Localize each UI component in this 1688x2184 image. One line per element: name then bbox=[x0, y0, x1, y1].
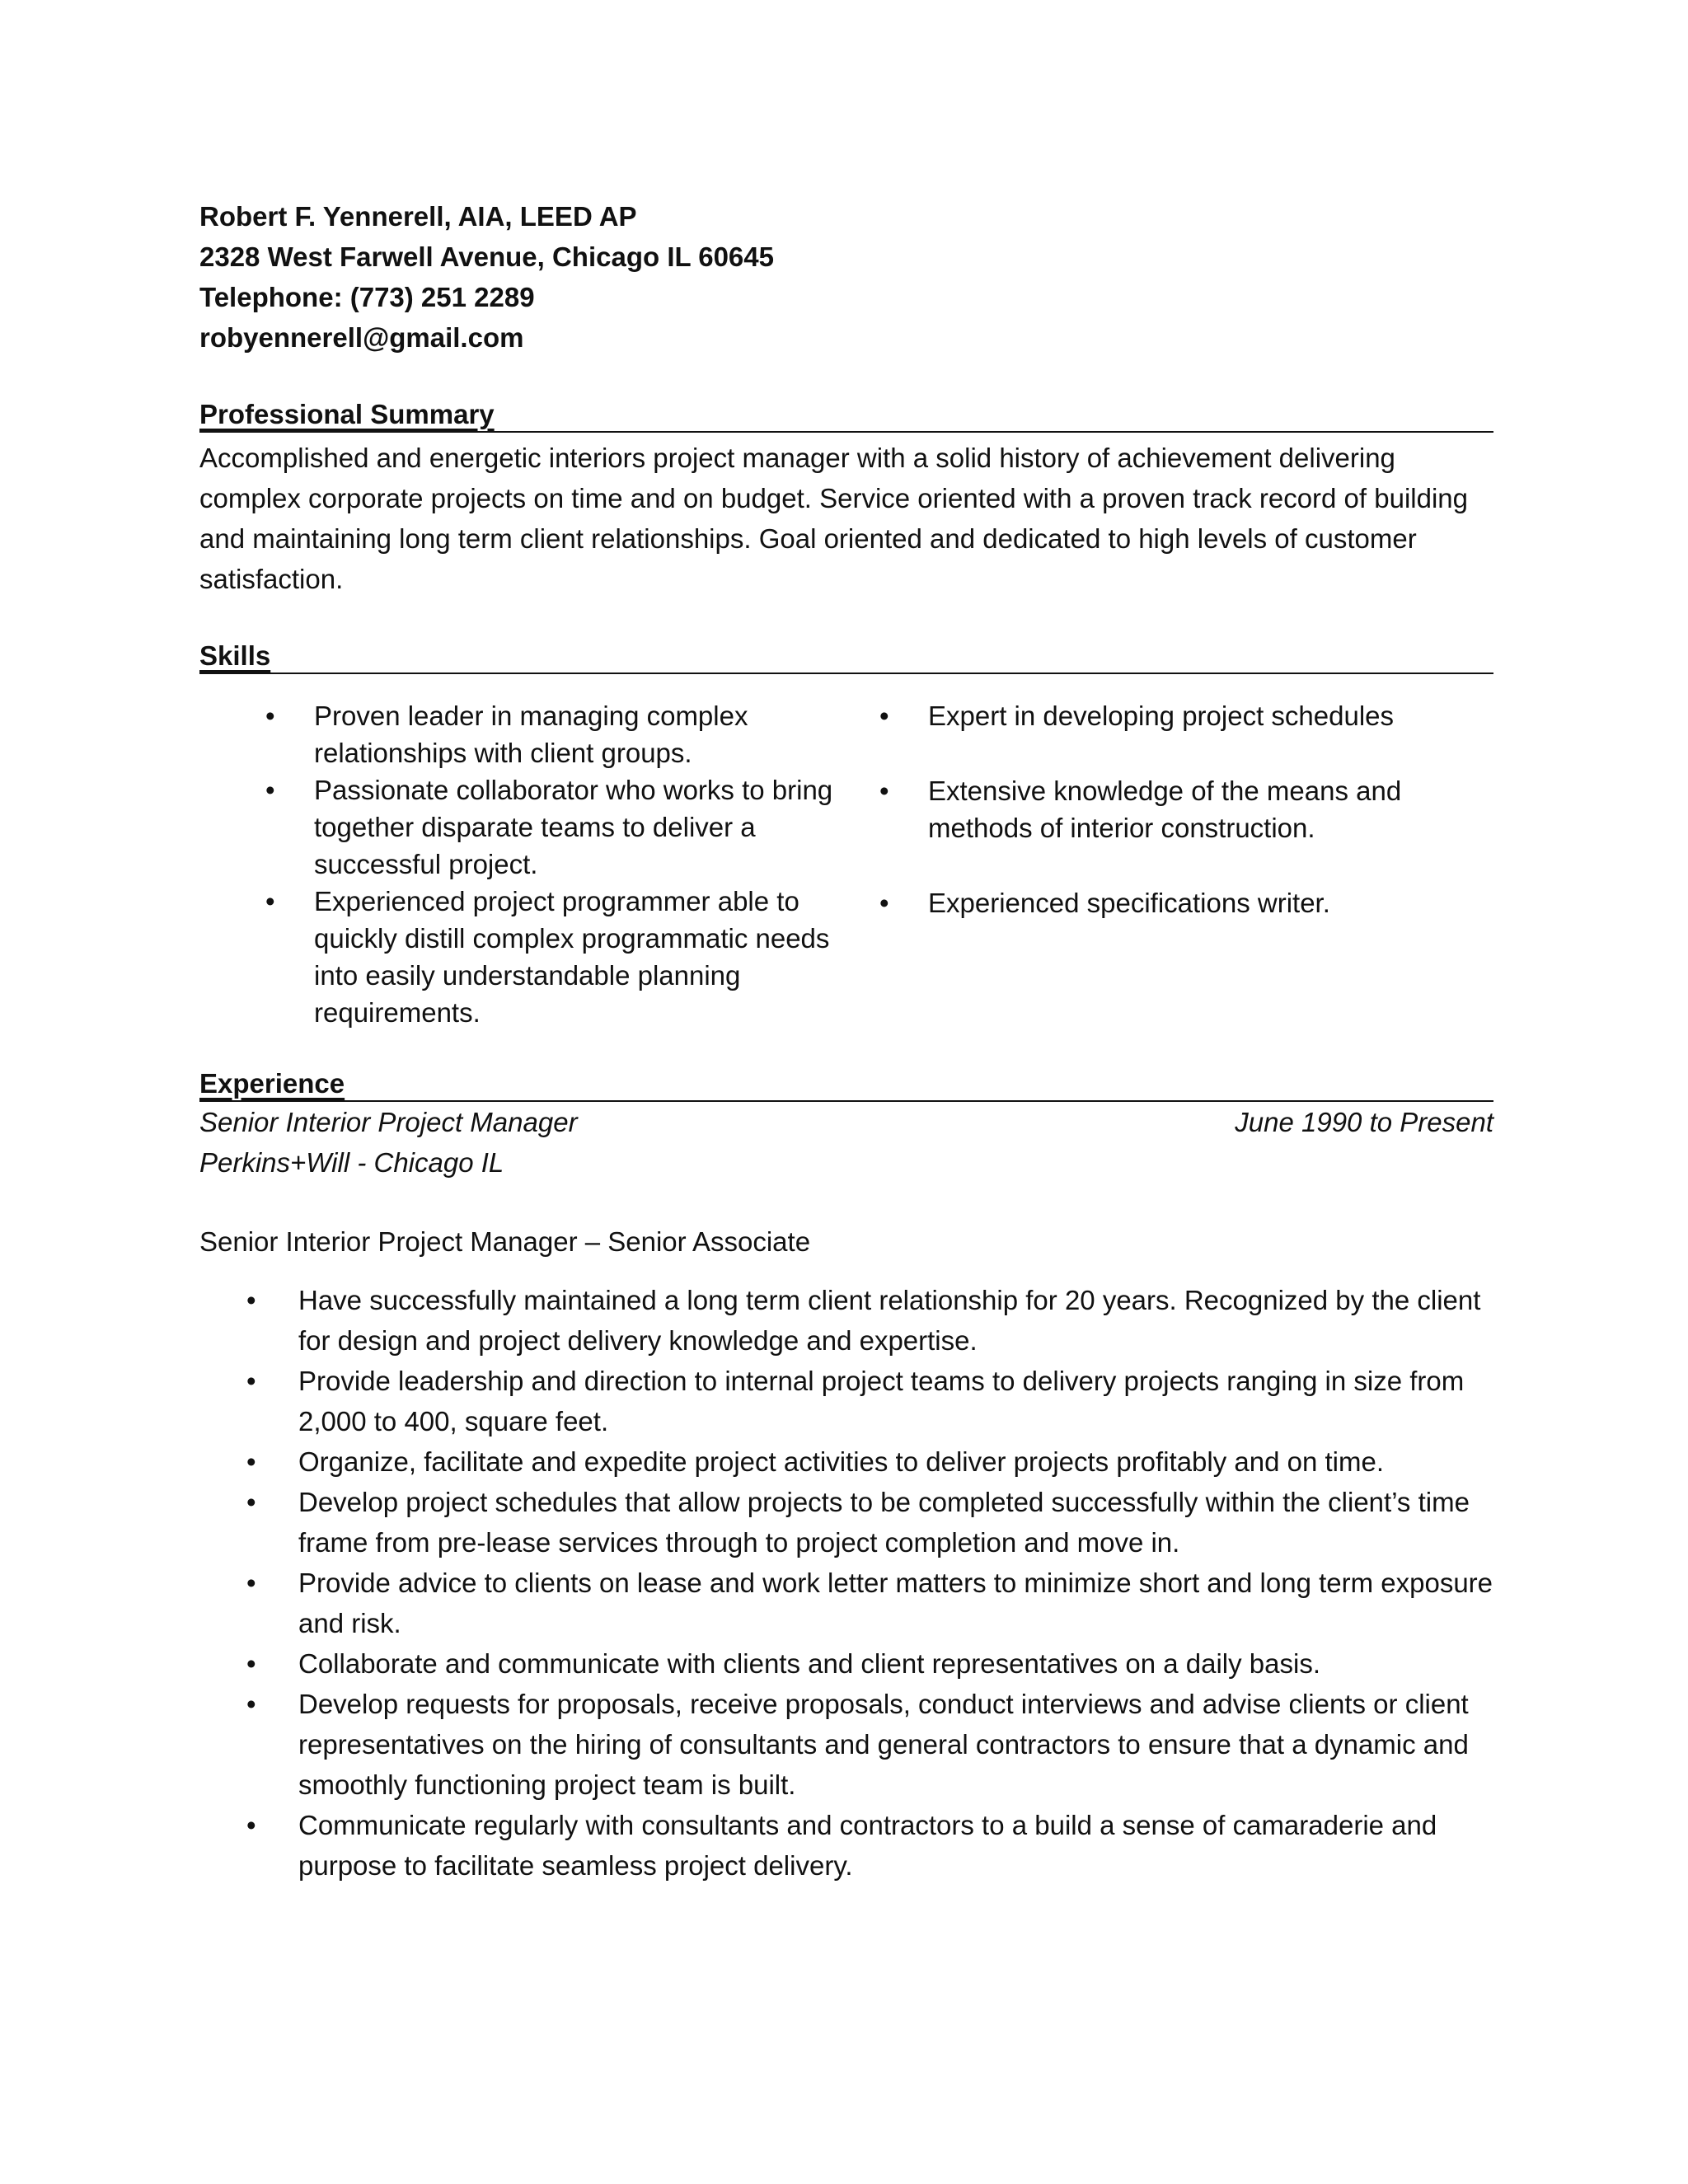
bullet-icon: • bbox=[246, 1285, 256, 1315]
bullet-icon: • bbox=[265, 701, 275, 731]
bullet-icon: • bbox=[246, 1810, 256, 1840]
experience-heading bbox=[199, 1067, 1493, 1102]
bullet-icon: • bbox=[246, 1487, 256, 1517]
experience-section bbox=[199, 1067, 1493, 1886]
bullet-icon: • bbox=[879, 888, 889, 918]
skill-item bbox=[879, 697, 1493, 734]
experience-position: Senior Interior Project Manager bbox=[199, 1107, 578, 1137]
skills-left-column bbox=[199, 697, 834, 1031]
summary-heading bbox=[199, 398, 1493, 433]
summary-heading-label: Professional Summary bbox=[199, 399, 495, 429]
skill-text: Experienced specifications writer. bbox=[928, 888, 1330, 918]
experience-company: Perkins+Will - Chicago IL bbox=[199, 1147, 504, 1178]
bullet-icon: • bbox=[265, 886, 275, 916]
bullet-icon: • bbox=[879, 701, 889, 731]
bullet-icon: • bbox=[246, 1648, 256, 1679]
experience-heading-label: Experience bbox=[199, 1068, 345, 1099]
duty-item bbox=[246, 1684, 1493, 1805]
skills-heading bbox=[199, 640, 1493, 674]
skills-grid bbox=[199, 697, 1493, 1031]
bullet-icon: • bbox=[246, 1568, 256, 1598]
contact-name: Robert F. Yennerell, AIA, LEED AP bbox=[199, 201, 637, 232]
skills-right-column bbox=[834, 697, 1493, 1031]
duty-item bbox=[246, 1482, 1493, 1563]
skill-text: Passionate collaborator who works to bring together disparate teams to deliver a successful project. bbox=[314, 775, 833, 879]
duty-item bbox=[246, 1643, 1493, 1684]
duty-text: Develop project schedules that allow projects to be completed successfully within the client’s time frame from pre-lease services through to project completion and move in. bbox=[298, 1487, 1470, 1558]
duty-item bbox=[246, 1441, 1493, 1482]
skill-item bbox=[265, 883, 834, 1031]
duty-text: Organize, facilitate and expedite project activities to deliver projects profitably and on time. bbox=[298, 1446, 1385, 1477]
resume-content bbox=[199, 196, 1493, 1886]
duty-text: Collaborate and communicate with clients and client representatives on a daily basis. bbox=[298, 1648, 1320, 1679]
contact-email: robyennerell@gmail.com bbox=[199, 322, 524, 353]
skills-heading-label: Skills bbox=[199, 640, 271, 671]
skill-item bbox=[265, 771, 834, 883]
experience-position-row bbox=[199, 1102, 1493, 1142]
skill-text: Proven leader in managing complex relationships with client groups. bbox=[314, 701, 748, 768]
bullet-icon: • bbox=[265, 775, 275, 805]
skill-text: Expert in developing project schedules bbox=[928, 701, 1395, 731]
duty-text: Communicate regularly with consultants and contractors to a build a sense of camaraderie and purpose to facilitate seamless project delivery. bbox=[298, 1810, 1437, 1881]
summary-section bbox=[199, 398, 1493, 599]
bullet-icon: • bbox=[246, 1446, 256, 1477]
experience-duties-list bbox=[199, 1280, 1493, 1886]
duty-item bbox=[246, 1280, 1493, 1361]
duty-text: Provide leadership and direction to internal project teams to delivery projects ranging in size from 2,000 to 400, square feet. bbox=[298, 1366, 1465, 1436]
skill-item bbox=[879, 772, 1493, 846]
skill-text: Experienced project programmer able to quickly distill complex programmatic needs into easily understandable planning requirements. bbox=[314, 886, 830, 1028]
skill-text: Extensive knowledge of the means and methods of interior construction. bbox=[928, 776, 1402, 843]
contact-block bbox=[199, 196, 1493, 358]
duty-item bbox=[246, 1361, 1493, 1441]
duty-text: Develop requests for proposals, receive proposals, conduct interviews and advise clients or client representatives on the hiring of consultants and general contractors to ensure that a dynamic and smoothly functioning project team is built. bbox=[298, 1689, 1469, 1800]
contact-telephone: Telephone: (773) 251 2289 bbox=[199, 282, 535, 312]
skill-item bbox=[265, 697, 834, 771]
bullet-icon: • bbox=[246, 1366, 256, 1396]
summary-text: Accomplished and energetic interiors project manager with a solid history of achievement delivering complex corporate projects on time and on budget. Service oriented with a proven track record of building and maintaining long term client relationships. Goal oriented and dedicated to high levels of customer satisfaction. bbox=[199, 443, 1469, 594]
bullet-icon: • bbox=[246, 1689, 256, 1719]
duty-item bbox=[246, 1563, 1493, 1643]
experience-dates: June 1990 to Present bbox=[1235, 1107, 1493, 1137]
skills-section bbox=[199, 640, 1493, 1031]
duty-item bbox=[246, 1805, 1493, 1886]
experience-role-title: Senior Interior Project Manager – Senior Associate bbox=[199, 1226, 811, 1257]
skill-item bbox=[879, 884, 1493, 921]
duty-text: Have successfully maintained a long term client relationship for 20 years. Recognized by the client for design and project delivery knowledge and expertise. bbox=[298, 1285, 1481, 1356]
bullet-icon: • bbox=[879, 776, 889, 806]
duty-text: Provide advice to clients on lease and work letter matters to minimize short and long term exposure and risk. bbox=[298, 1568, 1493, 1638]
contact-address: 2328 West Farwell Avenue, Chicago IL 60645 bbox=[199, 241, 774, 272]
